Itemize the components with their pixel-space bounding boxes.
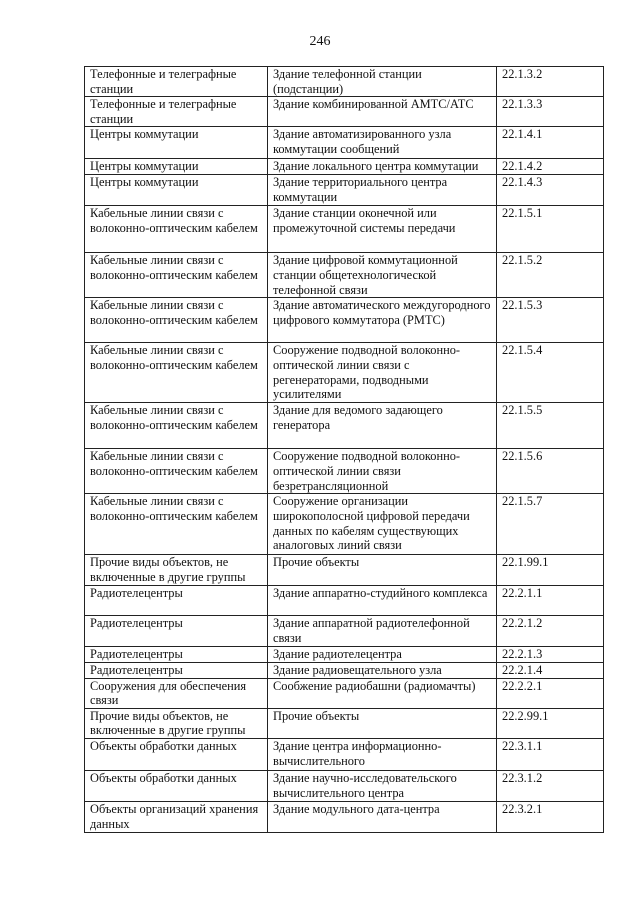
table-row (85, 343, 604, 403)
object-code-cell: 22.2.2.1 (497, 678, 604, 708)
object-code-cell: 22.1.5.3 (497, 298, 604, 343)
object-name-cell: Здание аппаратно-студийного комплекса (268, 586, 497, 616)
table-row (85, 159, 604, 175)
object-type-cell: Кабельные линии связи с волоконно-оптическим кабелем (85, 298, 268, 343)
object-type-cell: Радиотелецентры (85, 646, 268, 662)
object-type-cell: Телефонные и телеграфные станции (85, 67, 268, 97)
object-name-cell: Здание цифровой коммутационной станции общетехнологической телефонной связи (268, 253, 497, 298)
object-type-cell: Центры коммутации (85, 175, 268, 206)
table-row (85, 646, 604, 662)
object-name-cell: Здание центра информационно-вычислительного (268, 738, 497, 770)
object-type-cell: Объекты организаций хранения данных (85, 801, 268, 832)
object-code-cell: 22.3.1.2 (497, 770, 604, 801)
object-code-cell: 22.1.4.2 (497, 159, 604, 175)
object-name-cell: Здание радиотелецентра (268, 646, 497, 662)
table-row (85, 708, 604, 738)
table-row (85, 555, 604, 586)
object-name-cell: Здание станции оконечной или промежуточной системы передачи (268, 206, 497, 253)
table-row (85, 586, 604, 616)
object-type-cell: Кабельные линии связи с волоконно-оптическим кабелем (85, 494, 268, 555)
object-type-cell: Центры коммутации (85, 159, 268, 175)
classification-table (84, 66, 604, 833)
object-name-cell: Здание комбинированной АМТС/АТС (268, 97, 497, 127)
object-name-cell: Прочие объекты (268, 555, 497, 586)
object-type-cell: Кабельные линии связи с волоконно-оптическим кабелем (85, 343, 268, 403)
object-type-cell: Объекты обработки данных (85, 770, 268, 801)
table-row (85, 175, 604, 206)
table-row (85, 298, 604, 343)
object-type-cell: Центры коммутации (85, 127, 268, 159)
object-code-cell: 22.1.3.3 (497, 97, 604, 127)
object-code-cell: 22.2.1.4 (497, 662, 604, 678)
object-code-cell: 22.1.5.1 (497, 206, 604, 253)
object-name-cell: Здание научно-исследовательского вычислительного центра (268, 770, 497, 801)
object-type-cell: Радиотелецентры (85, 616, 268, 646)
object-type-cell: Кабельные линии связи с волоконно-оптическим кабелем (85, 206, 268, 253)
object-type-cell: Кабельные линии связи с волоконно-оптическим кабелем (85, 449, 268, 494)
object-code-cell: 22.1.5.7 (497, 494, 604, 555)
object-name-cell: Сооружение организации широкополосной цифровой передачи данных по кабелям существующих аналоговых линий связи (268, 494, 497, 555)
object-name-cell: Здание радиовещательного узла (268, 662, 497, 678)
object-code-cell: 22.1.4.1 (497, 127, 604, 159)
object-code-cell: 22.1.4.3 (497, 175, 604, 206)
object-name-cell: Здание автоматического междугородного цифрового коммутатора (РМТС) (268, 298, 497, 343)
object-name-cell: Здание модульного дата-центра (268, 801, 497, 832)
table-row (85, 206, 604, 253)
table-row (85, 616, 604, 646)
object-code-cell: 22.2.99.1 (497, 708, 604, 738)
object-name-cell: Сообжение радиобашни (радиомачты) (268, 678, 497, 708)
table-row (85, 662, 604, 678)
object-name-cell: Сооружение подводной волоконно-оптической линии связи с регенераторами, подводными усилителями (268, 343, 497, 403)
object-name-cell: Здание аппаратной радиотелефонной связи (268, 616, 497, 646)
object-name-cell: Прочие объекты (268, 708, 497, 738)
object-type-cell: Прочие виды объектов, не включенные в другие группы (85, 555, 268, 586)
table-row (85, 127, 604, 159)
object-name-cell: Сооружение подводной волоконно-оптической линии связи безретрансляционной (268, 449, 497, 494)
object-code-cell: 22.3.1.1 (497, 738, 604, 770)
object-type-cell: Объекты обработки данных (85, 738, 268, 770)
object-type-cell: Радиотелецентры (85, 662, 268, 678)
object-code-cell: 22.2.1.3 (497, 646, 604, 662)
object-code-cell: 22.1.5.2 (497, 253, 604, 298)
table-row (85, 449, 604, 494)
table-body (85, 67, 604, 833)
object-code-cell: 22.1.5.6 (497, 449, 604, 494)
table-row (85, 678, 604, 708)
table-row (85, 403, 604, 449)
object-code-cell: 22.2.1.2 (497, 616, 604, 646)
object-name-cell: Здание территориального центра коммутации (268, 175, 497, 206)
table-row (85, 253, 604, 298)
object-type-cell: Прочие виды объектов, не включенные в другие группы (85, 708, 268, 738)
table-row (85, 770, 604, 801)
object-name-cell: Здание автоматизированного узла коммутации сообщений (268, 127, 497, 159)
object-name-cell: Здание телефонной станции (подстанции) (268, 67, 497, 97)
object-name-cell: Здание для ведомого задающего генератора (268, 403, 497, 449)
object-code-cell: 22.1.99.1 (497, 555, 604, 586)
object-type-cell: Телефонные и телеграфные станции (85, 97, 268, 127)
table-row (85, 801, 604, 832)
page-number: 246 (309, 34, 331, 49)
table-row (85, 494, 604, 555)
object-code-cell: 22.1.5.4 (497, 343, 604, 403)
object-type-cell: Радиотелецентры (85, 586, 268, 616)
table-row (85, 97, 604, 127)
object-code-cell: 22.2.1.1 (497, 586, 604, 616)
table-row (85, 738, 604, 770)
object-code-cell: 22.1.3.2 (497, 67, 604, 97)
object-type-cell: Кабельные линии связи с волоконно-оптическим кабелем (85, 253, 268, 298)
object-name-cell: Здание локального центра коммутации (268, 159, 497, 175)
object-code-cell: 22.1.5.5 (497, 403, 604, 449)
object-type-cell: Кабельные линии связи с волоконно-оптическим кабелем (85, 403, 268, 449)
table-row (85, 67, 604, 97)
object-code-cell: 22.3.2.1 (497, 801, 604, 832)
object-type-cell: Сооружения для обеспечения связи (85, 678, 268, 708)
